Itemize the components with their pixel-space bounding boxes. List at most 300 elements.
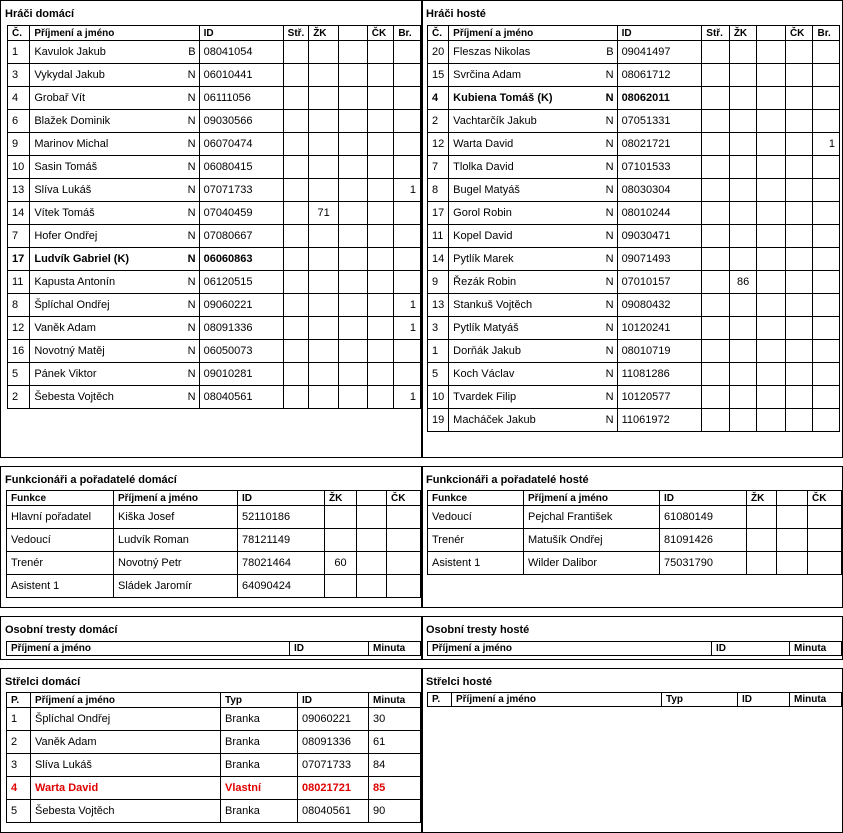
player-red-card bbox=[785, 409, 813, 432]
player-id: 08021721 bbox=[617, 133, 702, 156]
player-goal-count bbox=[394, 133, 421, 156]
player-row bbox=[428, 363, 840, 386]
player-goal-count: 1 bbox=[394, 317, 421, 340]
player-name-cell bbox=[449, 156, 617, 179]
player-name-cell bbox=[449, 340, 617, 363]
player-flag: N bbox=[605, 253, 614, 265]
player-row bbox=[428, 110, 840, 133]
player-number: 10 bbox=[428, 386, 449, 409]
player-flag: N bbox=[605, 161, 614, 173]
player-id: 06111056 bbox=[199, 87, 283, 110]
player-goal-count bbox=[813, 64, 840, 87]
player-goals bbox=[702, 64, 730, 87]
player-id: 06060863 bbox=[199, 248, 283, 271]
player-flag: B bbox=[606, 46, 614, 58]
player-number: 9 bbox=[8, 133, 30, 156]
official-row bbox=[7, 552, 421, 575]
player-name-cell bbox=[30, 179, 199, 202]
player-goal-count bbox=[813, 271, 840, 294]
player-name-cell bbox=[30, 317, 199, 340]
col-id: ID bbox=[238, 491, 325, 506]
player-yellow-card-2 bbox=[338, 41, 367, 64]
player-name-cell bbox=[449, 225, 617, 248]
player-goals bbox=[283, 340, 309, 363]
player-name-cell bbox=[449, 386, 617, 409]
col-minute: Minuta bbox=[369, 642, 421, 656]
player-yellow-card bbox=[309, 386, 339, 409]
players-home-panel bbox=[0, 0, 423, 458]
player-yellow-card bbox=[309, 87, 339, 110]
player-name: Kopel David bbox=[453, 230, 513, 242]
player-yellow-card-2 bbox=[338, 248, 367, 271]
player-goal-count bbox=[394, 340, 421, 363]
col-ck: ČK bbox=[387, 491, 421, 506]
player-number: 3 bbox=[428, 317, 449, 340]
official-yellow-card bbox=[325, 575, 357, 598]
scorer-row bbox=[7, 731, 421, 754]
official-yellow-card bbox=[747, 552, 777, 575]
official-row bbox=[7, 575, 421, 598]
player-flag: N bbox=[605, 207, 614, 219]
player-yellow-card bbox=[729, 363, 757, 386]
player-name-cell bbox=[30, 202, 199, 225]
player-yellow-card bbox=[729, 87, 757, 110]
player-id: 10120577 bbox=[617, 386, 702, 409]
official-red-card bbox=[808, 529, 842, 552]
player-id: 06080415 bbox=[199, 156, 283, 179]
player-row bbox=[8, 110, 421, 133]
officials-home-title: Funkcionáři a pořadatelé domácí bbox=[5, 474, 177, 486]
col-id: ID bbox=[660, 491, 747, 506]
player-number: 14 bbox=[8, 202, 30, 225]
official-name: Novotný Petr bbox=[114, 552, 238, 575]
player-red-card bbox=[785, 41, 813, 64]
player-name: Vaněk Adam bbox=[34, 322, 96, 334]
player-goals bbox=[702, 87, 730, 110]
official-yellow-card-2 bbox=[357, 529, 387, 552]
official-role: Hlavní pořadatel bbox=[7, 506, 114, 529]
player-goals bbox=[702, 179, 730, 202]
scorer-type: Branka bbox=[221, 754, 298, 777]
player-yellow-card bbox=[729, 133, 757, 156]
player-id: 07010157 bbox=[617, 271, 702, 294]
player-flag: N bbox=[187, 391, 196, 403]
player-yellow-card-2 bbox=[757, 386, 786, 409]
player-name: Pánek Viktor bbox=[34, 368, 97, 380]
player-yellow-card: 71 bbox=[309, 202, 339, 225]
player-id: 07101533 bbox=[617, 156, 702, 179]
col-ck: ČK bbox=[808, 491, 842, 506]
player-flag: N bbox=[187, 230, 196, 242]
player-id: 08062011 bbox=[617, 87, 702, 110]
player-yellow-card bbox=[309, 340, 339, 363]
player-flag: N bbox=[605, 92, 614, 104]
player-id: 11081286 bbox=[617, 363, 702, 386]
player-id: 08030304 bbox=[617, 179, 702, 202]
player-yellow-card bbox=[729, 179, 757, 202]
col-minute: Minuta bbox=[369, 693, 421, 708]
player-name: Grobař Vít bbox=[34, 92, 86, 104]
player-name: Stankuš Vojtěch bbox=[453, 299, 533, 311]
player-yellow-card-2 bbox=[338, 225, 367, 248]
player-flag: N bbox=[605, 299, 614, 311]
officials-away-panel bbox=[421, 466, 843, 608]
player-number: 12 bbox=[8, 317, 30, 340]
player-name-cell bbox=[30, 363, 199, 386]
player-name-cell bbox=[449, 110, 617, 133]
col-p: P. bbox=[428, 693, 452, 707]
scorer-row bbox=[7, 754, 421, 777]
player-red-card bbox=[785, 156, 813, 179]
player-goal-count bbox=[394, 248, 421, 271]
player-red-card bbox=[367, 294, 394, 317]
player-flag: N bbox=[605, 345, 614, 357]
official-role: Asistent 1 bbox=[7, 575, 114, 598]
player-yellow-card bbox=[729, 64, 757, 87]
scorer-row bbox=[7, 777, 421, 800]
player-number: 3 bbox=[8, 64, 30, 87]
player-yellow-card-2 bbox=[338, 87, 367, 110]
col-name: Příjmení a jméno bbox=[524, 491, 660, 506]
official-id: 81091426 bbox=[660, 529, 747, 552]
player-row bbox=[428, 225, 840, 248]
player-yellow-card bbox=[729, 225, 757, 248]
official-id: 61080149 bbox=[660, 506, 747, 529]
col-str: Stř. bbox=[702, 26, 730, 41]
player-flag: N bbox=[187, 184, 196, 196]
player-red-card bbox=[367, 64, 394, 87]
player-yellow-card bbox=[309, 317, 339, 340]
player-goal-count bbox=[394, 225, 421, 248]
col-name: Příjmení a jméno bbox=[114, 491, 238, 506]
player-yellow-card-2 bbox=[338, 202, 367, 225]
player-number: 15 bbox=[428, 64, 449, 87]
scorer-type: Vlastní bbox=[221, 777, 298, 800]
player-goal-count bbox=[813, 317, 840, 340]
player-goal-count bbox=[813, 156, 840, 179]
scorer-minute: 30 bbox=[369, 708, 421, 731]
player-red-card bbox=[367, 386, 394, 409]
player-red-card bbox=[367, 179, 394, 202]
player-yellow-card bbox=[309, 156, 339, 179]
official-red-card bbox=[808, 552, 842, 575]
player-number: 12 bbox=[428, 133, 449, 156]
player-row bbox=[8, 179, 421, 202]
scorers-away-table bbox=[427, 692, 842, 707]
player-yellow-card-2 bbox=[757, 202, 786, 225]
player-name-cell bbox=[30, 133, 199, 156]
player-yellow-card-2 bbox=[757, 248, 786, 271]
player-yellow-card-2 bbox=[757, 294, 786, 317]
player-yellow-card-2 bbox=[757, 409, 786, 432]
player-name-cell bbox=[449, 202, 617, 225]
player-yellow-card-2 bbox=[338, 156, 367, 179]
player-row bbox=[428, 340, 840, 363]
player-id: 08091336 bbox=[199, 317, 283, 340]
player-name-cell bbox=[449, 294, 617, 317]
col-str: Stř. bbox=[283, 26, 309, 41]
player-red-card bbox=[367, 271, 394, 294]
player-red-card bbox=[367, 317, 394, 340]
player-goals bbox=[283, 294, 309, 317]
player-id: 07040459 bbox=[199, 202, 283, 225]
official-yellow-card-2 bbox=[777, 529, 808, 552]
player-name-cell bbox=[30, 386, 199, 409]
official-id: 78021464 bbox=[238, 552, 325, 575]
player-goals bbox=[283, 87, 309, 110]
player-goals bbox=[283, 179, 309, 202]
player-row bbox=[428, 133, 840, 156]
player-goal-count bbox=[813, 340, 840, 363]
scorer-id: 07071733 bbox=[298, 754, 369, 777]
player-goals bbox=[283, 133, 309, 156]
player-goal-count bbox=[394, 202, 421, 225]
player-flag: N bbox=[605, 115, 614, 127]
scorers-home-table bbox=[6, 692, 421, 823]
col-br: Br. bbox=[813, 26, 840, 41]
official-role: Asistent 1 bbox=[428, 552, 524, 575]
player-row bbox=[428, 271, 840, 294]
player-red-card bbox=[785, 179, 813, 202]
player-yellow-card bbox=[309, 110, 339, 133]
player-row bbox=[8, 133, 421, 156]
player-red-card bbox=[785, 340, 813, 363]
player-flag: N bbox=[187, 368, 196, 380]
player-flag: N bbox=[187, 161, 196, 173]
col-name: Příjmení a jméno bbox=[452, 693, 662, 707]
player-goal-count bbox=[813, 409, 840, 432]
col-name: Příjmení a jméno bbox=[30, 26, 199, 41]
player-flag: N bbox=[605, 69, 614, 81]
player-yellow-card-2 bbox=[757, 133, 786, 156]
player-row bbox=[8, 363, 421, 386]
player-row bbox=[8, 294, 421, 317]
player-goal-count bbox=[813, 294, 840, 317]
player-name-cell bbox=[449, 179, 617, 202]
player-name: Kapusta Antonín bbox=[34, 276, 116, 288]
player-yellow-card-2 bbox=[338, 110, 367, 133]
official-role: Vedoucí bbox=[7, 529, 114, 552]
player-flag: N bbox=[605, 368, 614, 380]
player-flag: N bbox=[187, 345, 196, 357]
col-name: Příjmení a jméno bbox=[449, 26, 617, 41]
player-flag: N bbox=[187, 115, 196, 127]
player-flag: N bbox=[187, 276, 196, 288]
player-number: 4 bbox=[8, 87, 30, 110]
player-id: 09010281 bbox=[199, 363, 283, 386]
player-id: 10120241 bbox=[617, 317, 702, 340]
player-yellow-card-2 bbox=[338, 64, 367, 87]
col-type: Typ bbox=[221, 693, 298, 708]
scorer-name: Slíva Lukáš bbox=[31, 754, 221, 777]
player-red-card bbox=[367, 202, 394, 225]
player-name-cell bbox=[30, 225, 199, 248]
player-goals bbox=[702, 225, 730, 248]
player-row bbox=[428, 294, 840, 317]
player-name: Fleszas Nikolas bbox=[453, 46, 531, 58]
official-yellow-card bbox=[325, 529, 357, 552]
player-goals bbox=[702, 271, 730, 294]
player-flag: N bbox=[605, 184, 614, 196]
penalties-away-panel bbox=[421, 616, 843, 660]
player-row bbox=[8, 156, 421, 179]
player-red-card bbox=[367, 248, 394, 271]
player-id: 08010719 bbox=[617, 340, 702, 363]
player-number: 17 bbox=[428, 202, 449, 225]
player-goal-count bbox=[813, 225, 840, 248]
official-row bbox=[428, 552, 842, 575]
player-goal-count bbox=[813, 87, 840, 110]
col-zk2 bbox=[757, 26, 786, 41]
scorer-id: 08091336 bbox=[298, 731, 369, 754]
player-name-cell bbox=[30, 87, 199, 110]
player-row bbox=[428, 409, 840, 432]
player-goal-count bbox=[813, 179, 840, 202]
player-name: Svrčina Adam bbox=[453, 69, 522, 81]
penalties-home-panel bbox=[0, 616, 423, 660]
player-number: 16 bbox=[8, 340, 30, 363]
col-p: P. bbox=[7, 693, 31, 708]
player-name-cell bbox=[30, 41, 199, 64]
player-yellow-card bbox=[729, 156, 757, 179]
player-id: 09030566 bbox=[199, 110, 283, 133]
player-red-card bbox=[367, 133, 394, 156]
official-name: Sládek Jaromír bbox=[114, 575, 238, 598]
col-name: Příjmení a jméno bbox=[428, 642, 712, 656]
player-name: Vítek Tomáš bbox=[34, 207, 95, 219]
player-red-card bbox=[785, 271, 813, 294]
col-id: ID bbox=[298, 693, 369, 708]
player-row bbox=[8, 340, 421, 363]
col-minute: Minuta bbox=[790, 693, 842, 707]
player-name: Marinov Michal bbox=[34, 138, 109, 150]
player-yellow-card-2 bbox=[757, 179, 786, 202]
player-number: 10 bbox=[8, 156, 30, 179]
player-number: 7 bbox=[428, 156, 449, 179]
player-name: Ludvík Gabriel (K) bbox=[34, 253, 130, 265]
player-row bbox=[428, 202, 840, 225]
player-goal-count bbox=[394, 271, 421, 294]
player-yellow-card-2 bbox=[757, 110, 786, 133]
players-away-table bbox=[427, 25, 840, 432]
col-name: Příjmení a jméno bbox=[7, 642, 290, 656]
player-flag: N bbox=[187, 92, 196, 104]
player-red-card bbox=[367, 87, 394, 110]
col-minute: Minuta bbox=[790, 642, 842, 656]
player-yellow-card bbox=[729, 340, 757, 363]
player-goals bbox=[283, 110, 309, 133]
col-id: ID bbox=[712, 642, 790, 656]
player-yellow-card bbox=[729, 294, 757, 317]
player-number: 4 bbox=[428, 87, 449, 110]
player-row bbox=[428, 386, 840, 409]
col-num: Č. bbox=[8, 26, 30, 41]
player-goal-count bbox=[813, 110, 840, 133]
player-yellow-card bbox=[729, 110, 757, 133]
scorer-row bbox=[7, 800, 421, 823]
player-red-card bbox=[785, 87, 813, 110]
player-flag: B bbox=[188, 46, 196, 58]
player-id: 09071493 bbox=[617, 248, 702, 271]
official-yellow-card-2 bbox=[777, 506, 808, 529]
player-name-cell bbox=[30, 64, 199, 87]
player-number: 5 bbox=[428, 363, 449, 386]
player-row bbox=[8, 225, 421, 248]
player-flag: N bbox=[187, 253, 196, 265]
player-red-card bbox=[367, 110, 394, 133]
player-goals bbox=[283, 202, 309, 225]
players-away-title: Hráči hosté bbox=[426, 8, 486, 20]
scorers-home-title: Střelci domácí bbox=[5, 676, 81, 688]
player-number: 17 bbox=[8, 248, 30, 271]
scorer-name: Vaněk Adam bbox=[31, 731, 221, 754]
officials-home-table bbox=[6, 490, 421, 598]
scorer-type: Branka bbox=[221, 708, 298, 731]
penalties-home-title: Osobní tresty domácí bbox=[5, 624, 118, 636]
player-number: 14 bbox=[428, 248, 449, 271]
player-goals bbox=[283, 386, 309, 409]
scorers-away-title: Střelci hosté bbox=[426, 676, 493, 688]
players-home-table bbox=[7, 25, 421, 409]
scorer-id: 08021721 bbox=[298, 777, 369, 800]
scorer-minute: 85 bbox=[369, 777, 421, 800]
player-flag: N bbox=[187, 299, 196, 311]
player-yellow-card bbox=[309, 271, 339, 294]
player-number: 8 bbox=[428, 179, 449, 202]
official-name: Kiška Josef bbox=[114, 506, 238, 529]
player-yellow-card bbox=[729, 386, 757, 409]
player-number: 7 bbox=[8, 225, 30, 248]
official-yellow-card-2 bbox=[357, 552, 387, 575]
player-name: Bugel Matyáš bbox=[453, 184, 520, 196]
col-role: Funkce bbox=[7, 491, 114, 506]
player-goals bbox=[283, 156, 309, 179]
player-row bbox=[8, 202, 421, 225]
player-name: Vachtarčík Jakub bbox=[453, 115, 537, 127]
player-name: Tlolka David bbox=[453, 161, 514, 173]
player-id: 06120515 bbox=[199, 271, 283, 294]
player-name-cell bbox=[449, 271, 617, 294]
player-row bbox=[428, 156, 840, 179]
player-yellow-card bbox=[309, 41, 339, 64]
scorer-type: Branka bbox=[221, 731, 298, 754]
official-red-card bbox=[387, 529, 421, 552]
official-role: Vedoucí bbox=[428, 506, 524, 529]
player-flag: N bbox=[605, 322, 614, 334]
player-yellow-card-2 bbox=[338, 294, 367, 317]
player-row bbox=[428, 41, 840, 64]
player-name: Vykydal Jakub bbox=[34, 69, 105, 81]
player-name-cell bbox=[449, 87, 617, 110]
player-id: 07071733 bbox=[199, 179, 283, 202]
player-number: 9 bbox=[428, 271, 449, 294]
player-row bbox=[428, 248, 840, 271]
player-goals bbox=[283, 225, 309, 248]
col-ck: ČK bbox=[785, 26, 813, 41]
player-flag: N bbox=[187, 207, 196, 219]
player-red-card bbox=[367, 41, 394, 64]
col-zk: ŽK bbox=[309, 26, 339, 41]
player-red-card bbox=[785, 133, 813, 156]
scorer-type: Branka bbox=[221, 800, 298, 823]
player-yellow-card bbox=[729, 317, 757, 340]
official-yellow-card-2 bbox=[357, 506, 387, 529]
player-goal-count bbox=[394, 41, 421, 64]
player-id: 09080432 bbox=[617, 294, 702, 317]
player-flag: N bbox=[605, 414, 614, 426]
player-name: Gorol Robin bbox=[453, 207, 512, 219]
official-yellow-card bbox=[325, 506, 357, 529]
